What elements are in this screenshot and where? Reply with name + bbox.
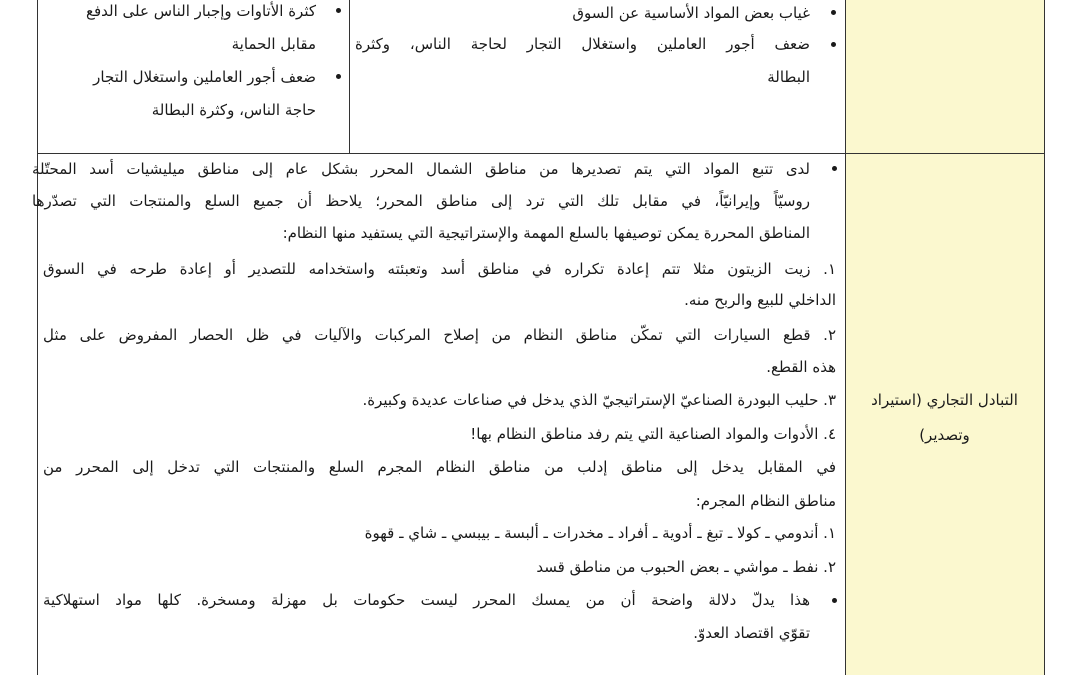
bullet-dot	[831, 42, 836, 47]
export-2-line-2: هذه القطع.	[766, 358, 836, 376]
top-left-item-2-line-2: حاجة الناس، وكثرة البطالة	[151, 101, 316, 119]
top-mid-item-2-line-1: ضعف أجور العاملين واستغلال التجار لحاجة الناس، وكثرة	[355, 35, 810, 53]
row-label-line-1: التبادل التجاري (استيراد	[871, 391, 1018, 409]
bullet-dot	[336, 74, 341, 79]
intro-line-1: لدى تتبع المواد التي يتم تصديرها من مناطق الشمال المحرر بشكل عام إلى مناطق ميليشيات أسد المحتّلة	[32, 160, 810, 178]
intro-line-3: المناطق المحررة يمكن توصيفها بالسلع المهمة والإستراتيجية التي يستفيد منها النظام:	[282, 224, 810, 242]
top-left-item-1-line-1: كثرة الأتاوات وإجبار الناس على الدفع	[86, 2, 316, 20]
intro-line-2: روسيّاً وإيرانيّاً، في مقابل تلك التي ترد إلى مناطق المحرر؛ يلاحظ أن جميع السلع والمنتجات التي تصدّرها	[32, 192, 810, 210]
table-border-right	[1044, 0, 1045, 675]
top-mid-item-1: غياب بعض المواد الأساسية عن السوق	[572, 4, 810, 22]
label-column-bg	[845, 0, 1044, 675]
top-mid-item-2-line-2: البطالة	[767, 68, 810, 86]
bullet-dot	[832, 598, 837, 603]
conclusion-line-1: هذا يدلّ دلالة واضحة أن من يمسك المحرر ليست حكومات بل مهزلة ومسخرة. كلها مواد استهلاكية	[43, 591, 810, 609]
imports-intro-line-2: مناطق النظام المجرم:	[695, 492, 836, 510]
conclusion-line-2: تقوّي اقتصاد العدوّ.	[693, 624, 810, 642]
row-label-line-2: وتصدير)	[919, 426, 970, 444]
export-2-line-1: ٢. قطع السيارات التي تمكّن مناطق النظام من إصلاح المركبات والآليات في ظل الحصار المفروض على مثل	[43, 326, 836, 344]
import-2: ٢. نفط ـ مواشي ـ بعض الحبوب من مناطق قسد	[536, 558, 836, 576]
export-4: ٤. الأدوات والمواد الصناعية التي يتم رفد مناطق النظام بها!	[470, 425, 836, 443]
import-1: ١. أندومي ـ كولا ـ تبغ ـ أدوية ـ أفراد ـ مخدرات ـ ألبسة ـ بيبسي ـ شاي ـ قهوة	[364, 524, 836, 542]
row-divider	[37, 153, 1045, 154]
imports-intro-line-1: في المقابل يدخل إلى مناطق إدلب من مناطق النظام المجرم السلع والمنتجات التي تدخل إلى المحرر من	[43, 458, 836, 476]
table-border-left	[37, 0, 38, 675]
bullet-dot	[336, 8, 341, 13]
bullet-dot	[832, 166, 837, 171]
bullet-dot	[831, 10, 836, 15]
top-left-item-1-line-2: مقابل الحماية	[231, 35, 316, 53]
column-divider-label	[845, 0, 846, 675]
export-1-line-1: ١. زيت الزيتون مثلا تتم إعادة تكراره في مناطق أسد وتعبئته واستخدامه للتصدير أو إعادة طرحه في السوق	[43, 260, 836, 278]
top-left-item-2-line-1: ضعف أجور العاملين واستغلال التجار	[93, 68, 316, 86]
export-1-line-2: الداخلي للبيع والربح منه.	[684, 291, 836, 309]
export-3: ٣. حليب البودرة الصناعيّ الإستراتيجيّ الذي يدخل في صناعات عديدة وكبيرة.	[362, 391, 836, 409]
column-divider-top	[349, 0, 350, 153]
